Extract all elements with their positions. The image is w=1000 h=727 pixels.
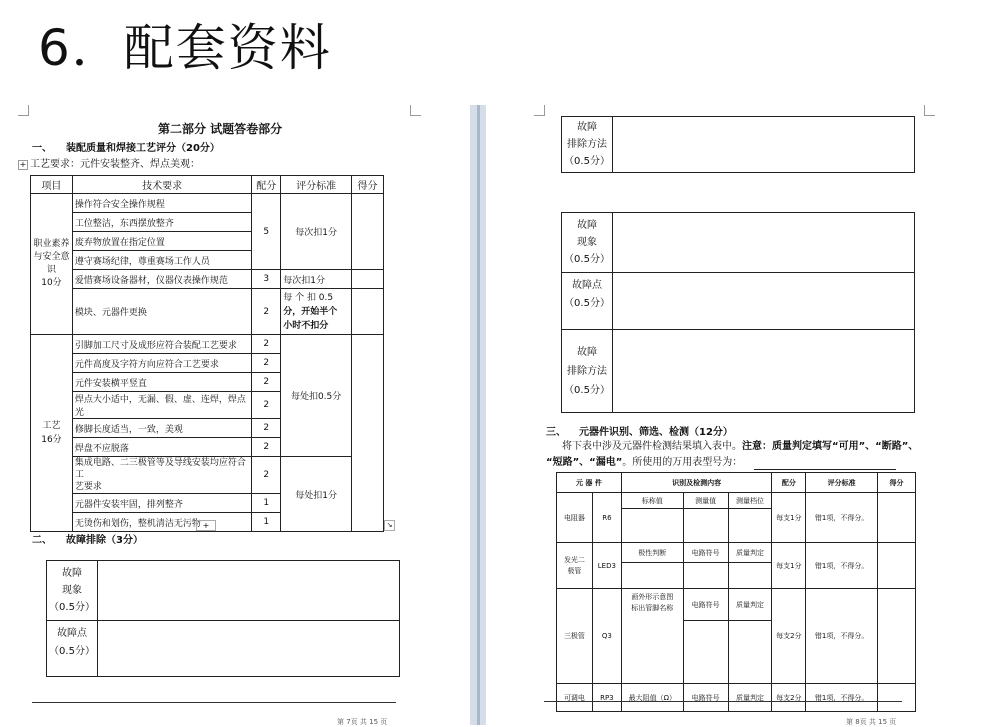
comp-item: 测量档位 bbox=[728, 493, 772, 509]
comp-got[interactable] bbox=[878, 684, 916, 712]
comp-criteria: 错1项，不得分。 bbox=[806, 543, 878, 589]
comp-name: 可调电 bbox=[557, 684, 593, 712]
header-tech-req: 技术要求 bbox=[72, 176, 251, 194]
criteria-cell: 每次扣1分 bbox=[281, 270, 352, 289]
page-corner-mark bbox=[410, 105, 421, 116]
table-row: 元件高度及字符方向应符合工艺要求 bbox=[72, 354, 251, 373]
table-row: 废弃物放置在指定位置 bbox=[72, 232, 251, 251]
got-cell[interactable] bbox=[352, 289, 384, 335]
document-page-7 bbox=[0, 105, 470, 725]
comp-criteria: 错1项，不得分。 bbox=[806, 684, 878, 712]
fault-method-label: 故障 排除方法 （0.5分） bbox=[562, 117, 613, 173]
section-1-number: 一、 bbox=[32, 143, 52, 154]
comp-got[interactable] bbox=[878, 543, 916, 589]
page-heading: 第二部分 试题答卷部分 bbox=[158, 122, 283, 136]
fault-phenomenon-field[interactable] bbox=[98, 561, 400, 621]
comp-header-component: 元 器 件 bbox=[557, 473, 622, 493]
comp-item: 质量判定 bbox=[728, 684, 772, 712]
score-cell: 2 bbox=[252, 335, 281, 354]
process-requirement: 工艺要求：元件安装整齐、焊点美观： bbox=[30, 159, 200, 170]
comp-got[interactable] bbox=[878, 589, 916, 684]
fault-point-field[interactable] bbox=[98, 621, 400, 677]
fault-point-label: 故障点 （0.5分） bbox=[47, 621, 98, 677]
comp-criteria: 错1项，不得分。 bbox=[806, 589, 878, 684]
comp-name: 三极管 bbox=[557, 589, 593, 684]
fault-table-2 bbox=[561, 212, 915, 413]
page-corner-mark bbox=[18, 105, 29, 116]
component-table bbox=[556, 472, 916, 712]
table-move-handle[interactable]: + bbox=[19, 160, 27, 169]
table-row: 无烫伤和划伤，整机清洁无污物 bbox=[72, 513, 251, 532]
fault-method-field[interactable] bbox=[613, 117, 915, 173]
answer-cell[interactable] bbox=[621, 509, 683, 543]
score-cell: 2 bbox=[252, 438, 281, 457]
header-project: 项目 bbox=[31, 176, 73, 194]
answer-cell[interactable] bbox=[621, 563, 683, 589]
section-1-title: 装配质量和焊接工艺评分（20分） bbox=[66, 143, 220, 154]
section-2-number: 二、 bbox=[32, 535, 52, 546]
meter-model-field[interactable] bbox=[754, 469, 896, 470]
answer-cell[interactable] bbox=[683, 509, 728, 543]
comp-name: 发光二 极管 bbox=[557, 543, 593, 589]
got-cell[interactable] bbox=[352, 270, 384, 289]
comp-item: 极性判断 bbox=[621, 543, 683, 563]
score-cell: 2 bbox=[252, 457, 281, 494]
comp-code: Q3 bbox=[592, 589, 621, 684]
page-number: 第 7页 共 15 页 bbox=[337, 718, 388, 726]
scoring-table bbox=[30, 175, 384, 532]
add-row-button[interactable]: + bbox=[196, 520, 216, 531]
table-row: 集成电路、二三极管等及导线安装均应符合工 艺要求 bbox=[72, 457, 251, 494]
fault-phenomenon-label: 故障 现象 （0.5分） bbox=[47, 561, 98, 621]
table-row: 工位整洁，东西摆放整齐 bbox=[72, 213, 251, 232]
comp-item: 画外形示意图 标出管脚名称 bbox=[621, 589, 683, 684]
comp-header-got: 得分 bbox=[878, 473, 916, 493]
instruction-line-1: 将下表中涉及元器件检测结果填入表中。注意：质量判定填写“可用”、“断路”、 bbox=[562, 441, 919, 452]
comp-score: 每支2分 bbox=[772, 684, 806, 712]
table-row: 引脚加工尺寸及成形应符合装配工艺要求 bbox=[72, 335, 251, 354]
comp-score: 每支2分 bbox=[772, 589, 806, 684]
table-row: 元件安装横平竖直 bbox=[72, 373, 251, 392]
comp-header-content: 识别及检测内容 bbox=[621, 473, 772, 493]
comp-item: 电路符号 bbox=[683, 543, 728, 563]
page-gutter-line bbox=[477, 105, 480, 725]
header-criteria: 评分标准 bbox=[281, 176, 352, 194]
comp-code: R6 bbox=[592, 493, 621, 543]
table-row: 爱惜赛场设备器材，仪器仪表操作规范 bbox=[72, 270, 251, 289]
comp-criteria: 错1项，不得分。 bbox=[806, 493, 878, 543]
comp-header-criteria: 评分标准 bbox=[806, 473, 878, 493]
page-corner-mark bbox=[534, 105, 545, 116]
header-score: 配分 bbox=[252, 176, 281, 194]
instruction-line-2: “短路”、“漏电”。所使用的万用表型号为： bbox=[546, 457, 743, 468]
score-cell: 1 bbox=[252, 513, 281, 532]
table-row: 元器件安装牢固，排列整齐 bbox=[72, 494, 251, 513]
fault-point-field[interactable] bbox=[613, 273, 915, 330]
group-label: 工艺 16分 bbox=[31, 335, 73, 532]
criteria-cell: 每处扣1分 bbox=[281, 457, 352, 532]
score-cell: 2 bbox=[252, 289, 281, 335]
comp-item: 标称值 bbox=[621, 493, 683, 509]
section-3-number: 三、 bbox=[546, 427, 566, 438]
comp-item: 最大阻值（Ω） bbox=[621, 684, 683, 712]
criteria-cell: 每处扣0.5分 bbox=[281, 335, 352, 457]
comp-code: LED3 bbox=[592, 543, 621, 589]
comp-got[interactable] bbox=[878, 493, 916, 543]
table-row: 遵守赛场纪律，尊重赛场工作人员 bbox=[72, 251, 251, 270]
score-cell: 3 bbox=[252, 270, 281, 289]
footer-rule bbox=[544, 701, 902, 702]
comp-code: RP3 bbox=[592, 684, 621, 712]
table-row: 焊盘不应脱落 bbox=[72, 438, 251, 457]
footer-rule bbox=[32, 702, 396, 703]
answer-cell[interactable] bbox=[728, 509, 772, 543]
comp-score: 每支1分 bbox=[772, 543, 806, 589]
table-row: 模块、元器件更换 bbox=[72, 289, 251, 335]
got-cell[interactable] bbox=[352, 194, 384, 270]
section-2-title: 故障排除（3分） bbox=[66, 535, 143, 546]
fault-method-field[interactable] bbox=[613, 330, 915, 413]
comp-name: 电阻器 bbox=[557, 493, 593, 543]
answer-cell[interactable] bbox=[683, 621, 728, 684]
page-corner-mark bbox=[924, 105, 935, 116]
comp-item: 电路符号 bbox=[683, 589, 728, 621]
comp-item: 测量值 bbox=[683, 493, 728, 509]
answer-cell[interactable] bbox=[683, 563, 728, 589]
fault-phenomenon-label: 故障 现象 （0.5分） bbox=[562, 213, 613, 273]
score-cell: 2 bbox=[252, 392, 281, 419]
fault-point-label: 故障点 （0.5分） bbox=[562, 273, 613, 330]
fault-method-label: 故障 排除方法 （0.5分） bbox=[562, 330, 613, 413]
comp-header-score: 配分 bbox=[772, 473, 806, 493]
table-row: 操作符合安全操作规程 bbox=[72, 194, 251, 213]
section-3-title: 元器件识别、筛选、检测（12分） bbox=[579, 427, 733, 438]
answer-cell[interactable] bbox=[728, 563, 772, 589]
comp-item: 电路符号 bbox=[683, 684, 728, 712]
table-row: 焊点大小适中，无漏、假、虚、连焊，焊点光 bbox=[72, 392, 251, 419]
score-cell: 2 bbox=[252, 373, 281, 392]
fault-table bbox=[46, 560, 400, 677]
comp-score: 每支1分 bbox=[772, 493, 806, 543]
comp-item: 质量判定 bbox=[728, 543, 772, 563]
score-cell: 1 bbox=[252, 494, 281, 513]
table-row: 修脚长度适当，一致，美观 bbox=[72, 419, 251, 438]
answer-cell[interactable] bbox=[728, 621, 772, 684]
comp-item: 质量判定 bbox=[728, 589, 772, 621]
document-page-8 bbox=[486, 105, 1000, 725]
criteria-cell: 每次扣1分 bbox=[281, 194, 352, 270]
page-number: 第 8页 共 15 页 bbox=[846, 718, 897, 726]
score-cell: 2 bbox=[252, 354, 281, 373]
group-label: 职业素养 与安全意 识 10分 bbox=[31, 194, 73, 335]
score-cell: 5 bbox=[252, 194, 281, 270]
got-cell[interactable] bbox=[352, 335, 384, 532]
header-got: 得分 bbox=[352, 176, 384, 194]
score-cell: 2 bbox=[252, 419, 281, 438]
fault-phenomenon-field[interactable] bbox=[613, 213, 915, 273]
fault-method-table-1 bbox=[561, 116, 915, 173]
criteria-cell: 每 个 扣 0.5 分，开始半个 小时不扣分 bbox=[281, 289, 352, 335]
table-resize-handle[interactable]: ↘ bbox=[384, 520, 395, 531]
slide-title: 6．配套资料 bbox=[38, 19, 332, 77]
